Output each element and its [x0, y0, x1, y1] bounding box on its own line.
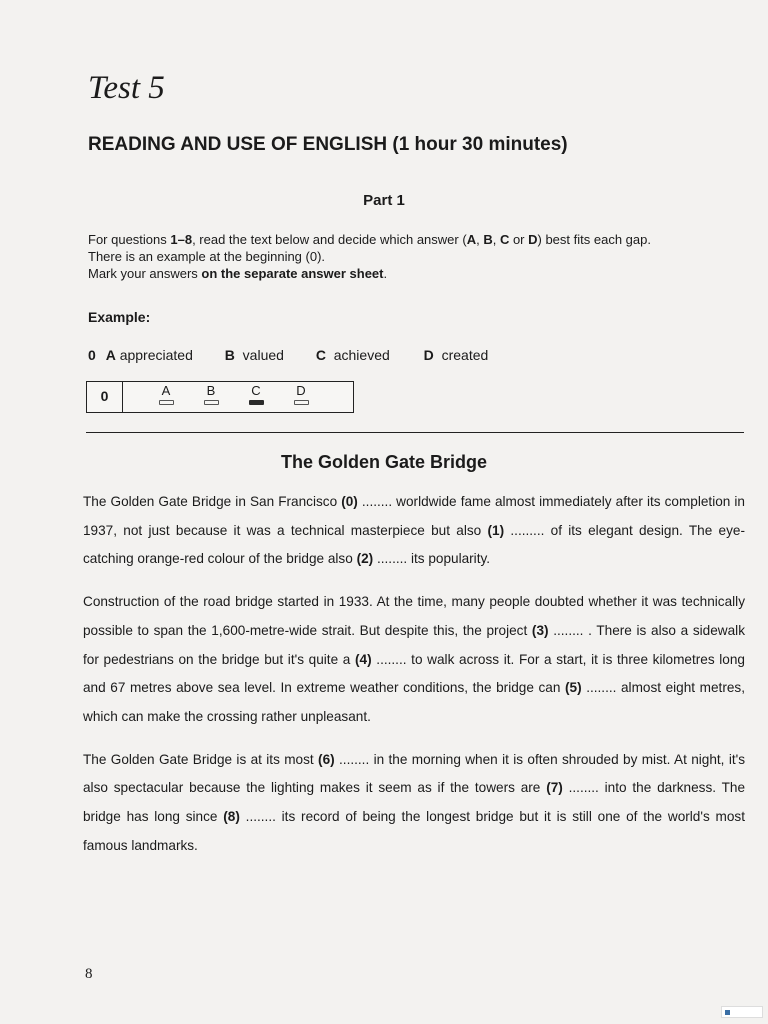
option-c: C achieved — [315, 347, 390, 363]
answer-bubble-d — [294, 400, 309, 405]
section-title — [88, 134, 568, 156]
test-title: Test 5 — [88, 70, 165, 106]
passage-paragraph-3: The Golden Gate Bridge is at its most (6) ........ in the morning when it is often shrouded by mist. At night, it's also spectacular because the lighting makes it seem as if the towers are (7) ........ into the darkness. The bridge has long since (8) ........ its record of being the longest bridge but it is still one of the world's most famous landmarks. — [83, 751, 746, 853]
scanner-icon — [725, 1010, 730, 1015]
passage-title: The Golden Gate Bridge — [280, 452, 488, 472]
example-label: Example: — [88, 309, 151, 325]
instruction-line-2: There is an example at the beginning (0). — [88, 249, 326, 264]
gap-5: (5) — [564, 680, 582, 696]
option-b: B valued — [224, 347, 284, 363]
gap-2: (2) — [356, 551, 374, 567]
passage — [83, 488, 745, 874]
part-label: Part 1 — [363, 192, 405, 209]
page-number: 8 — [85, 966, 93, 982]
divider — [86, 432, 744, 433]
scanner-watermark-logo — [721, 1006, 763, 1018]
gap-3: (3) — [531, 622, 549, 638]
gap-8: (8) — [223, 809, 240, 825]
answer-option-d: D — [290, 383, 312, 405]
example-number: 0 — [88, 347, 96, 363]
instruction-line-3: Mark your answers on the separate answer sheet. — [88, 266, 388, 281]
answer-option-c: C — [245, 383, 267, 405]
passage-paragraph-1: The Golden Gate Bridge in San Francisco (0) ........ worldwide fame almost immediately after its completion in 1937, not just because it was a technical masterpiece but also (1) ......... of its elegant design. The eye-catching orange-red colour of the bridge also (2) ........ its popularity. — [83, 494, 745, 567]
example-options — [88, 347, 488, 363]
gap-6: (6) — [318, 751, 335, 767]
option-d: D created — [423, 347, 489, 363]
gap-7: (7) — [546, 780, 563, 796]
option-a: A appreciated — [105, 347, 193, 363]
gap-0: (0) — [341, 494, 358, 509]
answer-option-b: B — [200, 383, 222, 405]
gap-1: (1) — [487, 522, 505, 538]
answer-bubble-a — [159, 400, 174, 405]
answer-bubble-b — [204, 400, 219, 405]
answer-bubble-c — [249, 400, 264, 405]
passage-paragraph-2: Construction of the road bridge started in 1933. At the time, many people doubted whether it was technically possible to span the 1,600-metre-wide strait. But despite this, the project (3) ........ . There is also a sidewalk for pedestrians on the bridge but it's quite a (4) ........ to walk across it. For a start, it is three kilometres long and 67 metres above sea level. In extreme weather conditions, the bridge can (5) ........ almost eight metres, which can make the crossing rather unpleasant. — [83, 594, 745, 724]
example-answer-box — [86, 381, 354, 413]
answer-option-a: A — [155, 383, 177, 405]
section-name: READING AND USE OF ENGLISH — [88, 134, 388, 155]
instructions — [88, 231, 748, 282]
answer-number: 0 — [87, 382, 123, 412]
instruction-line-1: For questions 1–8, read the text below and decide which answer (A, B, C or D) best fits each gap. — [88, 232, 651, 247]
gap-4: (4) — [355, 651, 372, 667]
section-duration: (1 hour 30 minutes) — [392, 134, 568, 155]
